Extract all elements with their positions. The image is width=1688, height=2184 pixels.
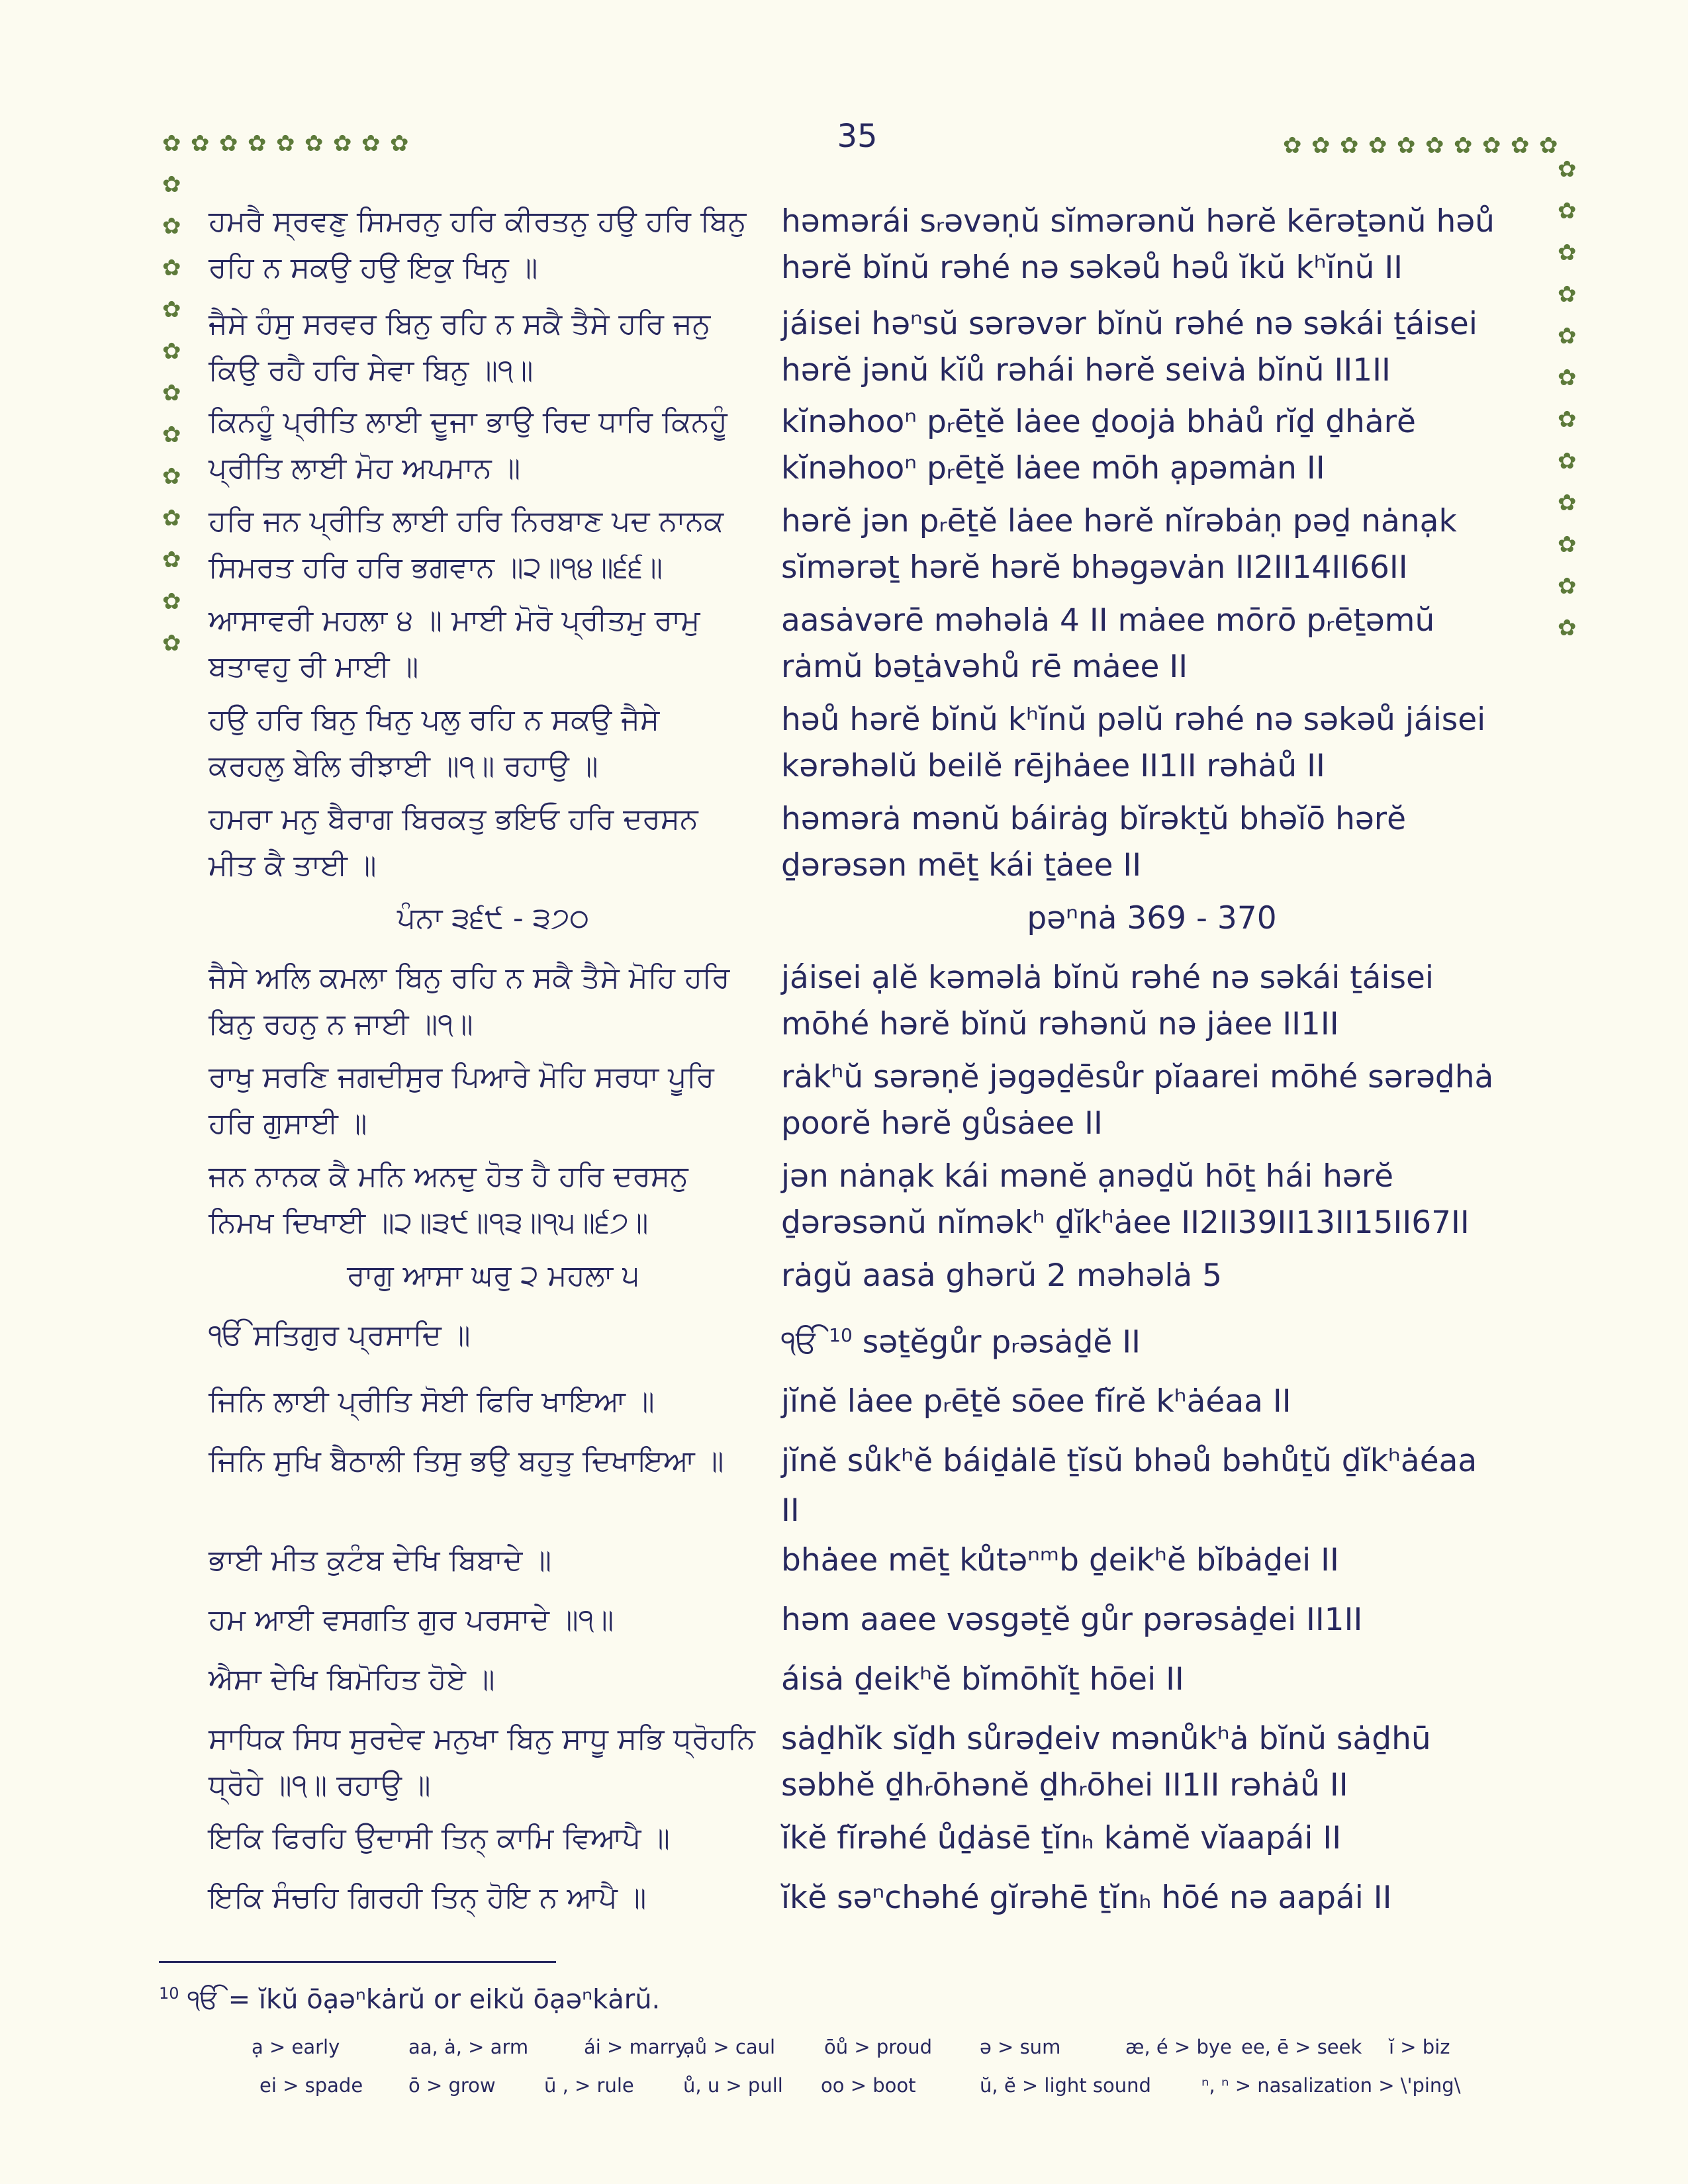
verse-transliteration-line: sĭmərəṯ hərĕ hərĕ bhəgəvȧn II2II14II66II	[781, 549, 1408, 586]
verse-gurmukhi-line: ਹਮਰਾ ਮਨੁ ਬੈਰਾਗ ਬਿਰਕਤੁ ਭਇਓ ਹਰਿ ਦਰਸਨ	[209, 802, 698, 836]
verse-transliteration-line: áisȧ ḏeikʰĕ bĭmōhĭṯ hōei II	[781, 1661, 1184, 1698]
eight-petal-flower-icon: ✿	[1311, 132, 1331, 159]
eight-petal-flower-icon: ✿	[248, 130, 267, 157]
eight-petal-flower-icon: ✿	[1558, 406, 1577, 433]
verse-gurmukhi-line: ਰਾਖੁ ਸਰਣਿ ਜਗਦੀਸੁਰ ਪਿਆਰੇ ਮੋਹਿ ਸਰਧਾ ਪੂਰਿ	[209, 1060, 714, 1094]
eight-petal-flower-icon: ✿	[162, 296, 181, 323]
verse-gurmukhi-line: ਭਾਈ ਮੀਤ ਕੁਟੰਬ ਦੇਖਿ ਬਿਬਾਦੇ ॥	[209, 1543, 551, 1577]
eight-petal-flower-icon: ✿	[191, 130, 210, 157]
eight-petal-flower-icon: ✿	[305, 130, 324, 157]
pronunciation-key-item: ū , > rule	[544, 2074, 634, 2097]
verse-gurmukhi-line: ਮੀਤ ਕੈ ਤਾਈ ॥	[209, 848, 377, 882]
pronunciation-key-item: ⁿ, ⁿ > nasalization > \'ping\	[1201, 2074, 1461, 2097]
verse-gurmukhi-line: ਹਮਰੈ ਸ੍ਰਵਣੁ ਸਿਮਰਨੁ ਹਰਿ ਕੀਰਤਨੁ ਹਉ ਹਰਿ ਬਿਨੁ	[209, 205, 747, 238]
eight-petal-flower-icon: ✿	[1511, 132, 1530, 159]
eight-petal-flower-icon: ✿	[162, 380, 181, 406]
verse-gurmukhi-line: ਐਸਾ ਦੇਖਿ ਬਿਮੋਹਿਤ ਹੋਏ ॥	[209, 1662, 495, 1696]
verse-gurmukhi-line: ਰਹਿ ਨ ਸਕਉ ਹਉ ਇਕੁ ਖਿਨੁ ॥	[209, 251, 538, 285]
verse-transliteration-line: aasȧvərē məhəlȧ 4 II mȧee mōrō pᵣēṯəmŭ	[781, 602, 1435, 639]
footnote-ref: 10	[829, 1324, 853, 1346]
eight-petal-flower-icon: ✿	[1558, 198, 1577, 224]
page-ref-gurmukhi: ਪੰਨਾ ੩੬੯ - ੩੭੦	[397, 901, 590, 935]
eight-petal-flower-icon: ✿	[1558, 573, 1577, 600]
verse-gurmukhi-line: ਹਉ ਹਰਿ ਬਿਨੁ ਖਿਨੁ ਪਲੁ ਰਹਿ ਨ ਸਕਉ ਜੈਸੇ	[209, 703, 660, 737]
verse-gurmukhi-line: ਇਕਿ ਸੰਚਹਿ ਗਿਰਹੀ ਤਿਨ੍ ਹੋਇ ਨ ਆਪੈ ॥	[209, 1881, 647, 1915]
eight-petal-flower-icon: ✿	[1454, 132, 1473, 159]
eight-petal-flower-icon: ✿	[219, 130, 238, 157]
verse-transliteration-line: ḏərəsən mēṯ kái ṯȧee II	[781, 847, 1142, 884]
eight-petal-flower-icon: ✿	[276, 130, 295, 157]
eight-petal-flower-icon: ✿	[1558, 281, 1577, 308]
verse-transliteration-line: rȧmŭ bəṯȧvəhů rē mȧee II	[781, 649, 1188, 685]
eight-petal-flower-icon: ✿	[1558, 448, 1577, 475]
verse-transliteration-line: bhȧee mēṯ kůtəⁿᵐb ḏeikʰĕ bĭbȧḏei II	[781, 1542, 1339, 1578]
eight-petal-flower-icon: ✿	[1283, 132, 1302, 159]
eight-petal-flower-icon: ✿	[1368, 132, 1387, 159]
verse-gurmukhi-line: ਜੈਸੇ ਅਲਿ ਕਮਲਾ ਬਿਨੁ ਰਹਿ ਨ ਸਕੈ ਤੈਸੇ ਮੋਹਿ ਹਰਿ	[209, 961, 730, 995]
pronunciation-key-item: ạů > caul	[683, 2036, 776, 2058]
ik-oankar-symbol: ੴ	[781, 1324, 820, 1361]
verse-transliteration-line: hərĕ bĭnŭ rəhé nə səkəů həů ĭkŭ kʰĭnŭ II	[781, 250, 1403, 286]
eight-petal-flower-icon: ✿	[162, 463, 181, 490]
verse-transliteration-line: səbhĕ ḏhᵣōhənĕ ḏhᵣōhei II1II rəhȧů II	[781, 1767, 1348, 1803]
verse-transliteration-line: mōhé hərĕ bĭnŭ rəhənŭ nə jȧee II1II	[781, 1006, 1339, 1042]
eight-petal-flower-icon: ✿	[162, 338, 181, 365]
ik-oankar-text: səṯĕgůr pᵣəsȧḏĕ II	[862, 1324, 1141, 1361]
verse-transliteration-line: kərəhəlŭ beilĕ rējhȧee II1II rəhȧů II	[781, 748, 1325, 784]
eight-petal-flower-icon: ✿	[162, 505, 181, 531]
verse-gurmukhi-line: ਜੈਸੇ ਹੰਸੁ ਸਰਵਰ ਬਿਨੁ ਰਹਿ ਨ ਸਕੈ ਤੈਸੇ ਹਰਿ ਜਨੁ	[209, 307, 711, 341]
verse-gurmukhi-line: ਕਿਨਹੂੰ ਪ੍ਰੀਤਿ ਲਾਈ ਦੂਜਾ ਭਾਉ ਰਿਦ ਧਾਰਿ ਕਿਨਹੂੰ	[209, 405, 727, 439]
verse-gurmukhi-line: ਜਿਨਿ ਸੁਖਿ ਬੈਠਾਲੀ ਤਿਸੁ ਭਉ ਬਹੁਤੁ ਦਿਖਾਇਆ ॥	[209, 1444, 724, 1478]
eight-petal-flower-icon: ✿	[1397, 132, 1416, 159]
pronunciation-key-item: ŭ, ĕ > light sound	[980, 2074, 1151, 2097]
verse-gurmukhi-line: ਸਾਧਿਕ ਸਿਧ ਸੁਰਦੇਵ ਮਨੁਖਾ ਬਿਨੁ ਸਾਧੂ ਸਭਿ ਧ੍ਰੋਹਨਿ	[209, 1722, 755, 1756]
eight-petal-flower-icon: ✿	[1558, 156, 1577, 183]
raag-heading-gurmukhi: ਰਾਗੁ ਆਸਾ ਘਰੁ ੨ ਮਹਲਾ ੫	[347, 1259, 639, 1293]
eight-petal-flower-icon: ✿	[1558, 531, 1577, 558]
footnote-number: 10	[159, 1984, 179, 2003]
verse-transliteration-line: ĭkĕ səⁿchəhé gĭrəhē ṯĭnₕ hōé nə aapái II	[781, 1880, 1392, 1916]
verse-gurmukhi-line: ਕਰਹਲੁ ਬੇਲਿ ਰੀਝਾਈ ॥੧॥ ਰਹਾਉ ॥	[209, 749, 598, 783]
pronunciation-key-item: ōů > proud	[824, 2036, 933, 2058]
eight-petal-flower-icon: ✿	[162, 547, 181, 573]
verse-gurmukhi-line: ਬਤਾਵਹੁ ਰੀ ਮਾਈ ॥	[209, 650, 419, 684]
eight-petal-flower-icon: ✿	[1558, 490, 1577, 516]
footnote-symbol: ੴ	[187, 1984, 220, 2015]
pronunciation-key-item: aa, ȧ, > arm	[408, 2036, 529, 2058]
verse-gurmukhi-line: ਪ੍ਰੀਤਿ ਲਾਈ ਮੋਹ ਅਪਮਾਨ ॥	[209, 451, 521, 485]
verse-transliteration-line: poorĕ hərĕ gůsȧee II	[781, 1105, 1103, 1142]
verse-transliteration-line: sȧḏhĭk sĭḏh sůrəḏeiv mənůkʰȧ bĭnŭ sȧḏhū	[781, 1721, 1431, 1757]
eight-petal-flower-icon: ✿	[390, 130, 409, 157]
verse-gurmukhi-line: ਬਿਨੁ ਰਹਨੁ ਨ ਜਾਈ ॥੧॥	[209, 1007, 473, 1041]
verse-gurmukhi-line: ਇਕਿ ਫਿਰਹਿ ਉਦਾਸੀ ਤਿਨ੍ ਕਾਮਿ ਵਿਆਪੈ ॥	[209, 1821, 670, 1855]
pronunciation-key-item: ee, ē > seek	[1241, 2036, 1362, 2058]
verse-gurmukhi-line: ਨਿਮਖ ਦਿਖਾਈ ॥੨॥੩੯॥੧੩॥੧੫॥੬੭॥	[209, 1206, 649, 1240]
eight-petal-flower-icon: ✿	[1539, 132, 1558, 159]
verse-transliteration-line: jáisei ạlĕ kəməlȧ bĭnŭ rəhé nə səkái ṯáisei	[781, 960, 1434, 996]
eight-petal-flower-icon: ✿	[162, 588, 181, 615]
verse-gurmukhi-line: ਜਿਨਿ ਲਾਈ ਪ੍ਰੀਤਿ ਸੋਈ ਫਿਰਿ ਖਾਇਆ ॥	[209, 1385, 655, 1418]
verse-transliteration-line: ĭkĕ fĭrəhé ůḏȧsē ṯĭnₕ kȧmĕ vĭaapái II	[781, 1820, 1342, 1856]
eight-petal-flower-icon: ✿	[162, 422, 181, 448]
verse-transliteration-line: kĭnəhooⁿ pᵣēṯĕ lȧee ḏoojȧ bhȧů rĭḏ ḏhȧrĕ	[781, 404, 1416, 440]
eight-petal-flower-icon: ✿	[162, 255, 181, 281]
verse-gurmukhi-line: ਹਰਿ ਜਨ ਪ੍ਰੀਤਿ ਲਾਈ ਹਰਿ ਨਿਰਬਾਣ ਪਦ ਨਾਨਕ	[209, 504, 724, 538]
eight-petal-flower-icon: ✿	[1340, 132, 1359, 159]
verse-transliteration-line: həm aaee vəsgəṯĕ gůr pərəsȧḏei II1II	[781, 1602, 1363, 1638]
pronunciation-key-item: ei > spade	[259, 2074, 363, 2097]
pronunciation-key-item: ə > sum	[980, 2036, 1061, 2058]
verse-transliteration-line: rȧkʰŭ sərəṇĕ jəgəḏēsůr pĭaarei mōhé sərəḏhȧ	[781, 1059, 1494, 1095]
eight-petal-flower-icon: ✿	[1558, 240, 1577, 266]
eight-petal-flower-icon: ✿	[162, 130, 181, 157]
pronunciation-key-item: ō > grow	[408, 2074, 496, 2097]
eight-petal-flower-icon: ✿	[162, 171, 181, 198]
page-ref-translit: pəⁿnȧ 369 - 370	[1027, 900, 1277, 936]
ik-oankar-translit	[781, 1312, 1523, 1366]
verse-gurmukhi-line: ਧ੍ਰੋਹੇ ॥੧॥ ਰਹਾਉ ॥	[209, 1768, 431, 1802]
eight-petal-flower-icon: ✿	[1482, 132, 1501, 159]
verse-transliteration-line: hərĕ jən pᵣēṯĕ lȧee hərĕ nĭrəbȧṇ pəḏ nȧnạk	[781, 503, 1457, 539]
verse-gurmukhi-line: ਜਨ ਨਾਨਕ ਕੈ ਮਨਿ ਅਨਦੁ ਹੋਤ ਹੈ ਹਰਿ ਦਰਸਨੁ	[209, 1160, 688, 1193]
verse-transliteration-line: həmərái sᵣəvəṇŭ sĭmərənŭ hərĕ kērəṯənŭ həů	[781, 203, 1495, 240]
verse-gurmukhi-line: ਆਸਾਵਰੀ ਮਹਲਾ ੪ ॥ ਮਾਈ ਮੋਰੋ ਪ੍ਰੀਤਮੁ ਰਾਮੁ	[209, 604, 700, 637]
eight-petal-flower-icon: ✿	[361, 130, 381, 157]
verse-transliteration-line: jĭnĕ sůkʰĕ báiḏȧlē ṯĭsŭ bhəů bəhůṯŭ ḏĭkʰȧéaa	[781, 1443, 1477, 1479]
pronunciation-key-item: ái > marry	[584, 2036, 687, 2058]
pronunciation-key-item: oo > boot	[821, 2074, 916, 2097]
eight-petal-flower-icon: ✿	[1558, 323, 1577, 349]
verse-transliteration-line: jáisei həⁿsŭ sərəvər bĭnŭ rəhé nə səkái ṯáisei	[781, 306, 1477, 342]
ik-oankar-gurmukhi: ੴ ਸਤਿਗੁਰ ਪ੍ਰਸਾਦਿ ॥	[209, 1318, 471, 1352]
eight-petal-flower-icon: ✿	[1558, 365, 1577, 391]
verse-gurmukhi-line: ਹਰਿ ਗੁਸਾਈ ॥	[209, 1107, 367, 1140]
verse-transliteration-line: ḏərəsənŭ nĭməkʰ ḏĭkʰȧee II2II39II13II15II67II	[781, 1205, 1470, 1241]
verse-transliteration-line: kĭnəhooⁿ pᵣēṯĕ lȧee mōh ạpəmȧn II	[781, 450, 1325, 486]
verse-gurmukhi-line: ਸਿਮਰਤ ਹਰਿ ਹਰਿ ਭਗਵਾਨ ॥੨॥੧੪॥੬੬॥	[209, 551, 663, 584]
eight-petal-flower-icon: ✿	[1425, 132, 1444, 159]
eight-petal-flower-icon: ✿	[162, 213, 181, 240]
verse-transliteration-line: II	[781, 1492, 800, 1529]
footnote-text: = ĭkŭ ōạəⁿkȧrŭ or eikŭ ōạəⁿkȧrŭ.	[228, 1984, 661, 2015]
footnote-divider	[159, 1961, 556, 1963]
eight-petal-flower-icon: ✿	[162, 630, 181, 657]
raag-heading-translit: rȧgŭ aasȧ ghərŭ 2 məhəlȧ 5	[781, 1257, 1223, 1294]
verse-transliteration-line: jən nȧnạk kái mənĕ ạnəḏŭ hōṯ hái hərĕ	[781, 1158, 1394, 1195]
verse-transliteration-line: jĭnĕ lȧee pᵣēṯĕ sōee fĭrĕ kʰȧéaa II	[781, 1383, 1291, 1420]
page-number: 35	[837, 118, 878, 155]
verse-transliteration-line: hərĕ jənŭ kĭů rəhái hərĕ seivȧ bĭnŭ II1II	[781, 352, 1391, 388]
pronunciation-key-item: ů, u > pull	[683, 2074, 783, 2097]
pronunciation-key-item: ạ > early	[252, 2036, 340, 2058]
eight-petal-flower-icon: ✿	[1558, 615, 1577, 641]
footnote	[159, 1984, 660, 2015]
pronunciation-key-item: æ, é > bye	[1125, 2036, 1232, 2058]
pronunciation-key-item: ĭ > biz	[1389, 2036, 1450, 2058]
eight-petal-flower-icon: ✿	[333, 130, 352, 157]
verse-gurmukhi-line: ਹਮ ਆਈ ਵਸਗਤਿ ਗੁਰ ਪਰਸਾਦੇ ॥੧॥	[209, 1603, 614, 1637]
verse-transliteration-line: həmərȧ mənŭ báirȧg bĭrəkṯŭ bhəĭō hərĕ	[781, 801, 1407, 837]
verse-gurmukhi-line: ਕਿਉ ਰਹੈ ਹਰਿ ਸੇਵਾ ਬਿਨੁ ॥੧॥	[209, 353, 534, 387]
verse-transliteration-line: həů hərĕ bĭnŭ kʰĭnŭ pəlŭ rəhé nə səkəů jáisei	[781, 702, 1486, 738]
